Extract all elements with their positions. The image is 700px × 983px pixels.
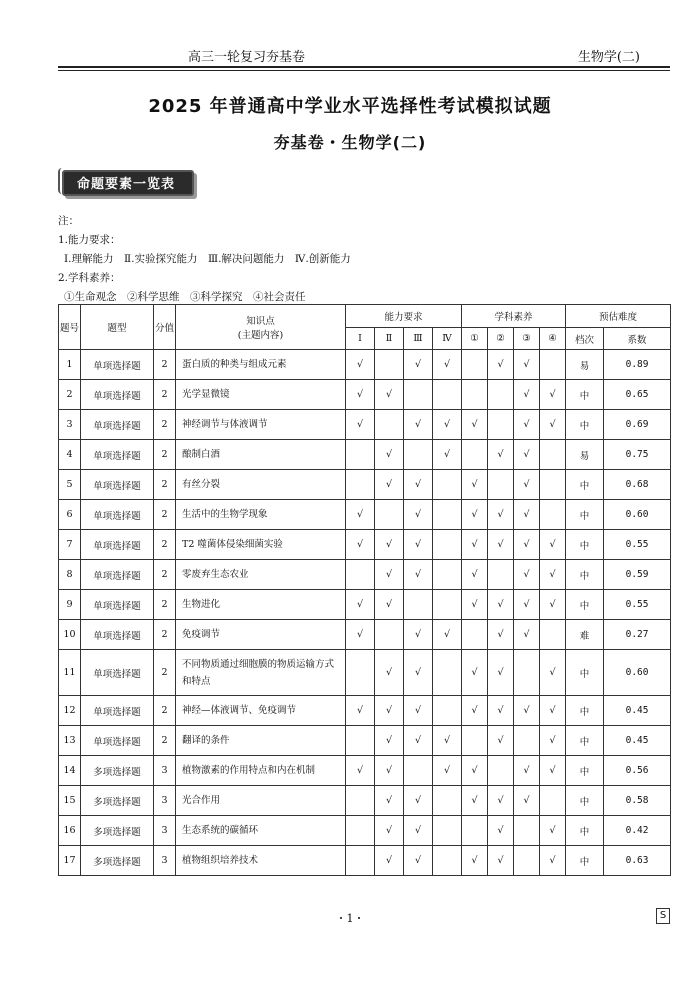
cell-ability-check: √ (433, 440, 462, 470)
cell-ability-check: √ (433, 756, 462, 786)
cell-literacy-check: √ (462, 530, 488, 560)
cell-literacy-check (462, 620, 488, 650)
cell-literacy-check: √ (540, 846, 566, 876)
cell-topic: 零废弃生态农业 (176, 560, 346, 590)
cell-ability-check: √ (404, 786, 433, 816)
cell-literacy-check: √ (462, 756, 488, 786)
cell-literacy-check: √ (488, 350, 514, 380)
cell-coef: 0.75 (604, 440, 671, 470)
cell-literacy-check: √ (540, 756, 566, 786)
cell-literacy-check (488, 756, 514, 786)
cell-score: 2 (154, 590, 176, 620)
cell-score: 2 (154, 620, 176, 650)
cell-ability-check: √ (375, 530, 404, 560)
header-type: 题型 (81, 305, 154, 350)
cell-literacy-check (488, 470, 514, 500)
cell-ability-check (433, 696, 462, 726)
cell-no: 4 (59, 440, 81, 470)
cell-literacy-check (462, 440, 488, 470)
table-row (59, 530, 671, 560)
cell-literacy-check: √ (540, 726, 566, 756)
cell-topic: 翻译的条件 (176, 726, 346, 756)
cell-no: 11 (59, 650, 81, 696)
cell-coef: 0.45 (604, 726, 671, 756)
cell-ability-check: √ (346, 500, 375, 530)
cell-literacy-check (540, 620, 566, 650)
cell-ability-check: √ (375, 470, 404, 500)
cell-literacy-check (514, 846, 540, 876)
cell-ability-check (404, 380, 433, 410)
cell-topic: 免疫调节 (176, 620, 346, 650)
cell-ability-check: √ (433, 620, 462, 650)
cell-level: 中 (566, 410, 604, 440)
cell-topic: 生活中的生物学现象 (176, 500, 346, 530)
cell-topic: 生物进化 (176, 590, 346, 620)
cell-level: 中 (566, 590, 604, 620)
cell-literacy-check: √ (514, 500, 540, 530)
cell-literacy-check: √ (462, 696, 488, 726)
cell-level: 中 (566, 756, 604, 786)
page-mark: S (656, 908, 670, 924)
cell-type: 单项选择题 (81, 440, 154, 470)
cell-coef: 0.58 (604, 786, 671, 816)
cell-ability-check: √ (404, 410, 433, 440)
table-row (59, 380, 671, 410)
header-ability-col: Ⅲ (404, 328, 433, 350)
header-topic-line1: 知识点 (246, 316, 275, 327)
cell-topic: 酿制白酒 (176, 440, 346, 470)
cell-ability-check: √ (375, 756, 404, 786)
header-ability-col: Ⅱ (375, 328, 404, 350)
cell-literacy-check: √ (488, 846, 514, 876)
cell-ability-check: √ (404, 650, 433, 696)
cell-score: 3 (154, 846, 176, 876)
cell-level: 中 (566, 816, 604, 846)
cell-level: 中 (566, 786, 604, 816)
cell-ability-check: √ (346, 350, 375, 380)
table-row (59, 696, 671, 726)
cell-level: 中 (566, 500, 604, 530)
cell-ability-check (404, 440, 433, 470)
cell-no: 12 (59, 696, 81, 726)
cell-level: 中 (566, 846, 604, 876)
cell-topic: 生态系统的碳循环 (176, 816, 346, 846)
cell-no: 8 (59, 560, 81, 590)
cell-ability-check (433, 530, 462, 560)
cell-score: 2 (154, 410, 176, 440)
cell-ability-check (433, 650, 462, 696)
table-row (59, 590, 671, 620)
cell-level: 易 (566, 440, 604, 470)
cell-literacy-check: √ (462, 590, 488, 620)
header-ability-col: Ⅳ (433, 328, 462, 350)
header-ability: 能力要求 (346, 305, 462, 328)
cell-type: 单项选择题 (81, 726, 154, 756)
page-number: ・1・ (335, 912, 365, 925)
cell-ability-check: √ (404, 726, 433, 756)
cell-literacy-check: √ (462, 560, 488, 590)
cell-literacy-check: √ (540, 530, 566, 560)
cell-literacy-check (462, 380, 488, 410)
cell-literacy-check (540, 440, 566, 470)
cell-literacy-check: √ (462, 786, 488, 816)
cell-literacy-check: √ (540, 650, 566, 696)
exam-title: 2025 年普通高中学业水平选择性考试模拟试题 (148, 96, 552, 117)
cell-topic: 光学显微镜 (176, 380, 346, 410)
header-ability-col: Ⅰ (346, 328, 375, 350)
cell-score: 2 (154, 726, 176, 756)
cell-type: 单项选择题 (81, 530, 154, 560)
cell-no: 1 (59, 350, 81, 380)
cell-literacy-check (514, 816, 540, 846)
cell-ability-check (346, 726, 375, 756)
cell-coef: 0.42 (604, 816, 671, 846)
cell-ability-check: √ (404, 350, 433, 380)
table-row (59, 620, 671, 650)
cell-ability-check: √ (404, 620, 433, 650)
cell-ability-check: √ (433, 726, 462, 756)
header-rule-thick (58, 66, 670, 68)
cell-type: 单项选择题 (81, 410, 154, 440)
cell-ability-check: √ (375, 696, 404, 726)
cell-literacy-check: √ (540, 696, 566, 726)
cell-literacy-check (540, 786, 566, 816)
literacy-title: 2.学科素养： (58, 272, 121, 284)
cell-type: 单项选择题 (81, 380, 154, 410)
cell-no: 15 (59, 786, 81, 816)
cell-literacy-check: √ (488, 620, 514, 650)
cell-ability-check: √ (346, 380, 375, 410)
cell-literacy-check: √ (514, 530, 540, 560)
header-series-title: 高三一轮复习夯基卷 (188, 50, 306, 65)
cell-score: 2 (154, 500, 176, 530)
banner-text: 命题要素一览表 (76, 177, 175, 192)
cell-ability-check: √ (375, 846, 404, 876)
cell-level: 中 (566, 380, 604, 410)
cell-literacy-check: √ (488, 530, 514, 560)
cell-literacy-check (462, 350, 488, 380)
cell-literacy-check (540, 350, 566, 380)
cell-ability-check (404, 590, 433, 620)
cell-coef: 0.27 (604, 620, 671, 650)
cell-literacy-check: √ (540, 410, 566, 440)
cell-literacy-check (514, 650, 540, 696)
cell-topic: 光合作用 (176, 786, 346, 816)
cell-type: 单项选择题 (81, 500, 154, 530)
cell-ability-check: √ (404, 470, 433, 500)
cell-literacy-check: √ (488, 500, 514, 530)
header-topic-line2: (主题内容) (237, 330, 284, 341)
cell-literacy-check: √ (462, 410, 488, 440)
cell-level: 中 (566, 530, 604, 560)
cell-literacy-check: √ (540, 380, 566, 410)
cell-type: 多项选择题 (81, 786, 154, 816)
cell-literacy-check: √ (462, 846, 488, 876)
table-row (59, 560, 671, 590)
header-rule-thin (58, 70, 670, 71)
cell-ability-check (346, 816, 375, 846)
header-no: 题号 (59, 305, 81, 350)
cell-ability-check (433, 846, 462, 876)
cell-level: 中 (566, 470, 604, 500)
cell-ability-check (433, 816, 462, 846)
cell-literacy-check (462, 816, 488, 846)
cell-ability-check: √ (375, 786, 404, 816)
cell-coef: 0.55 (604, 590, 671, 620)
table-row (59, 786, 671, 816)
cell-no: 14 (59, 756, 81, 786)
cell-coef: 0.69 (604, 410, 671, 440)
page-header (58, 40, 670, 66)
cell-coef: 0.59 (604, 560, 671, 590)
cell-ability-check: √ (346, 620, 375, 650)
header-subject: 生物学(二) (577, 50, 640, 65)
cell-level: 中 (566, 650, 604, 696)
table-row (59, 410, 671, 440)
cell-literacy-check: √ (488, 590, 514, 620)
cell-literacy-check: √ (514, 756, 540, 786)
cell-literacy-check (488, 380, 514, 410)
cell-literacy-check: √ (514, 620, 540, 650)
header-literacy-col: ④ (540, 328, 566, 350)
cell-ability-check (433, 560, 462, 590)
cell-ability-check: √ (433, 350, 462, 380)
section-banner (58, 168, 196, 196)
cell-ability-check: √ (404, 560, 433, 590)
cell-level: 难 (566, 620, 604, 650)
cell-score: 3 (154, 816, 176, 846)
header-literacy: 学科素养 (462, 305, 566, 328)
header-difficulty-col: 档次 (566, 328, 604, 350)
cell-literacy-check: √ (514, 440, 540, 470)
cell-literacy-check (488, 410, 514, 440)
header-difficulty: 预估难度 (566, 305, 671, 328)
exam-subtitle: 夯基卷・生物学(二) (273, 133, 427, 152)
cell-coef: 0.55 (604, 530, 671, 560)
cell-literacy-check: √ (540, 560, 566, 590)
cell-ability-check (375, 500, 404, 530)
cell-literacy-check: √ (514, 560, 540, 590)
header-topic (176, 305, 346, 350)
cell-no: 3 (59, 410, 81, 440)
cell-literacy-check: √ (540, 816, 566, 846)
cell-coef: 0.60 (604, 650, 671, 696)
header-score: 分值 (154, 305, 176, 350)
cell-score: 2 (154, 696, 176, 726)
cell-literacy-check (462, 726, 488, 756)
cell-literacy-check: √ (540, 590, 566, 620)
ability-title: 1.能力要求： (58, 234, 121, 246)
table-row (59, 350, 671, 380)
cell-score: 2 (154, 440, 176, 470)
table-row (59, 470, 671, 500)
table-row (59, 440, 671, 470)
cell-level: 中 (566, 560, 604, 590)
cell-type: 单项选择题 (81, 650, 154, 696)
cell-type: 多项选择题 (81, 816, 154, 846)
cell-topic: 神经—体液调节、免疫调节 (176, 696, 346, 726)
cell-score: 3 (154, 786, 176, 816)
cell-ability-check (375, 350, 404, 380)
cell-ability-check: √ (346, 756, 375, 786)
cell-score: 2 (154, 650, 176, 696)
cell-topic: 神经调节与体液调节 (176, 410, 346, 440)
cell-coef: 0.65 (604, 380, 671, 410)
cell-ability-check: √ (404, 846, 433, 876)
header-literacy-col: ③ (514, 328, 540, 350)
table-row (59, 756, 671, 786)
cell-type: 单项选择题 (81, 590, 154, 620)
cell-literacy-check: √ (462, 650, 488, 696)
cell-literacy-check: √ (514, 696, 540, 726)
cell-literacy-check: √ (514, 350, 540, 380)
cell-ability-check: √ (404, 530, 433, 560)
notes-block (58, 212, 351, 307)
cell-type: 单项选择题 (81, 350, 154, 380)
cell-level: 易 (566, 350, 604, 380)
cell-type: 多项选择题 (81, 846, 154, 876)
cell-ability-check (346, 440, 375, 470)
cell-ability-check (433, 380, 462, 410)
cell-no: 13 (59, 726, 81, 756)
cell-ability-check (346, 560, 375, 590)
cell-ability-check: √ (346, 410, 375, 440)
cell-ability-check (346, 650, 375, 696)
cell-ability-check: √ (404, 816, 433, 846)
cell-coef: 0.68 (604, 470, 671, 500)
cell-type: 单项选择题 (81, 696, 154, 726)
cell-topic: 不同物质通过细胞膜的物质运输方式和特点 (176, 650, 346, 696)
cell-literacy-check (514, 726, 540, 756)
cell-ability-check (346, 846, 375, 876)
cell-ability-check: √ (375, 816, 404, 846)
question-elements-table (58, 304, 671, 876)
cell-ability-check (433, 786, 462, 816)
cell-ability-check: √ (346, 696, 375, 726)
cell-topic: 蛋白质的种类与组成元素 (176, 350, 346, 380)
cell-topic: 有丝分裂 (176, 470, 346, 500)
cell-literacy-check: √ (488, 696, 514, 726)
cell-coef: 0.89 (604, 350, 671, 380)
ability-items: Ⅰ.理解能力 Ⅱ.实验探究能力 Ⅲ.解决问题能力 Ⅳ.创新能力 (64, 253, 351, 265)
cell-score: 2 (154, 470, 176, 500)
cell-ability-check (433, 590, 462, 620)
cell-literacy-check (540, 470, 566, 500)
cell-literacy-check: √ (514, 380, 540, 410)
cell-literacy-check: √ (514, 786, 540, 816)
cell-level: 中 (566, 696, 604, 726)
cell-literacy-check: √ (462, 470, 488, 500)
cell-ability-check (404, 756, 433, 786)
cell-ability-check: √ (375, 590, 404, 620)
cell-ability-check: √ (375, 560, 404, 590)
cell-ability-check: √ (375, 650, 404, 696)
table-row (59, 816, 671, 846)
table-row (59, 500, 671, 530)
cell-literacy-check (488, 560, 514, 590)
cell-literacy-check: √ (488, 726, 514, 756)
cell-ability-check: √ (404, 696, 433, 726)
cell-literacy-check: √ (514, 590, 540, 620)
cell-level: 中 (566, 726, 604, 756)
cell-coef: 0.45 (604, 696, 671, 726)
cell-literacy-check: √ (488, 816, 514, 846)
cell-topic: T2 噬菌体侵染细菌实验 (176, 530, 346, 560)
table-row (59, 846, 671, 876)
cell-score: 3 (154, 756, 176, 786)
cell-no: 6 (59, 500, 81, 530)
cell-ability-check: √ (346, 530, 375, 560)
cell-literacy-check: √ (514, 410, 540, 440)
cell-type: 单项选择题 (81, 470, 154, 500)
cell-ability-check (433, 470, 462, 500)
cell-coef: 0.60 (604, 500, 671, 530)
table-row (59, 726, 671, 756)
cell-score: 2 (154, 530, 176, 560)
cell-no: 7 (59, 530, 81, 560)
cell-no: 2 (59, 380, 81, 410)
cell-ability-check: √ (375, 440, 404, 470)
header-literacy-col: ① (462, 328, 488, 350)
header-literacy-col: ② (488, 328, 514, 350)
literacy-items: ①生命观念 ②科学思维 ③科学探究 ④社会责任 (64, 291, 306, 303)
cell-no: 17 (59, 846, 81, 876)
cell-ability-check (375, 410, 404, 440)
cell-score: 2 (154, 560, 176, 590)
cell-ability-check (433, 500, 462, 530)
cell-literacy-check: √ (462, 500, 488, 530)
cell-topic: 植物组织培养技术 (176, 846, 346, 876)
cell-literacy-check: √ (488, 440, 514, 470)
notes-label: 注： (58, 215, 79, 227)
cell-literacy-check: √ (514, 470, 540, 500)
cell-type: 单项选择题 (81, 560, 154, 590)
cell-score: 2 (154, 380, 176, 410)
cell-literacy-check (540, 500, 566, 530)
cell-no: 5 (59, 470, 81, 500)
cell-coef: 0.56 (604, 756, 671, 786)
header-difficulty-col: 系数 (604, 328, 671, 350)
cell-ability-check: √ (404, 500, 433, 530)
table-row (59, 650, 671, 696)
cell-ability-check (346, 786, 375, 816)
cell-type: 多项选择题 (81, 756, 154, 786)
cell-ability-check (375, 620, 404, 650)
cell-ability-check: √ (346, 590, 375, 620)
cell-literacy-check: √ (488, 650, 514, 696)
cell-no: 9 (59, 590, 81, 620)
cell-no: 16 (59, 816, 81, 846)
cell-type: 单项选择题 (81, 620, 154, 650)
cell-ability-check: √ (375, 380, 404, 410)
cell-ability-check (346, 470, 375, 500)
cell-ability-check: √ (375, 726, 404, 756)
cell-coef: 0.63 (604, 846, 671, 876)
cell-ability-check: √ (433, 410, 462, 440)
cell-topic: 植物激素的作用特点和内在机制 (176, 756, 346, 786)
cell-no: 10 (59, 620, 81, 650)
cell-literacy-check: √ (488, 786, 514, 816)
cell-score: 2 (154, 350, 176, 380)
